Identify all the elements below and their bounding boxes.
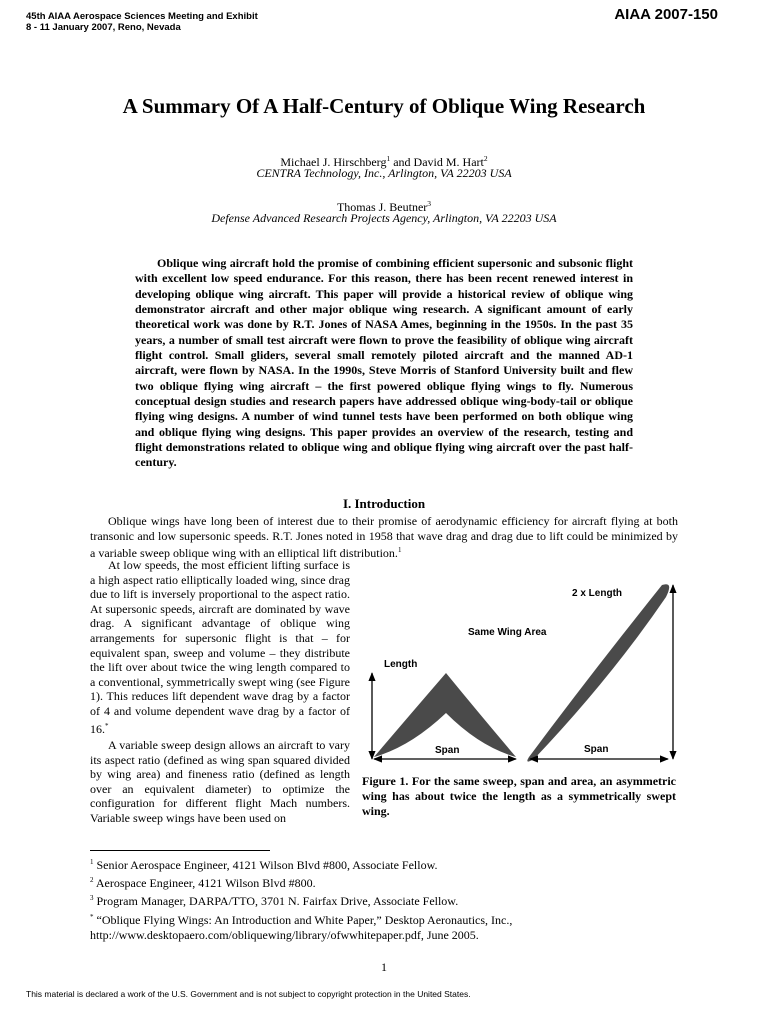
paragraph-text: At low speeds, the most efficient lifting surface is a high aspect ratio elliptically loaded wing, since drag due to lift is inversely proportional to the aspect ratio. At supersonic speeds, aircraft are dominated by wave drag. A significant advantage of oblique wing arrangements for supersonic flight is that – for equivalent span, sweep and volume – they distribute the lift over about twice the wing length compared to a conventional, symmetrically swept wing (see Figure 1). This reduces lift dependent wave drag by a factor of 4 and volume dependent wave drag by a factor of 16.	[90, 558, 350, 736]
footnote-text: Program Manager, DARPA/TTO, 3701 N. Fairfax Drive, Associate Fellow.	[93, 894, 459, 909]
oblique-wing-shape	[527, 584, 669, 761]
footnote-text: Aerospace Engineer, 4121 Wilson Blvd #800.	[93, 876, 316, 891]
length-label: Length	[384, 659, 418, 670]
abstract: Oblique wing aircraft hold the promise of combining efficient supersonic and subsonic flight with excellent low speed endurance. For this reason, there has been recent renewed interest in developing oblique wing aircraft. This paper will provide a historical review of oblique wing demonstrator aircraft and other major oblique wing research. A significant amount of early theoretical work was done by R.T. Jones of NASA Ames, beginning in the 1950s. In the past 35 years, a number of small test aircraft were flown to prove the feasibility of oblique wing aircraft flight control. Small gliders, several small remotely piloted aircraft and the manned AD-1 aircraft, were flown by NASA. In the 1990s, Steve Morris of Stanford University built and flew two oblique flying wing aircraft – the first powered oblique flying wings to fly. Numerous conceptual design studies and research papers have addressed oblique wing-body-tail or oblique flying wing designs. A number of wind tunnel tests have been performed on both oblique wing and oblique flying wing designs. This paper provides an overview of the research, testing and flight demonstrations related to oblique wing and oblique flying wing aircraft over the past half-century.	[135, 256, 633, 470]
footnote	[90, 873, 690, 891]
footnote-mark: *	[90, 912, 94, 921]
conference-dates: 8 - 11 January 2007, Reno, Nevada	[26, 22, 181, 33]
author-name: and David M. Hart	[390, 155, 484, 169]
span-label: Span	[584, 744, 609, 755]
wing-diagram	[362, 575, 692, 770]
footnote-text: “Oblique Flying Wings: An Introduction and White Paper,” Desktop Aeronautics, Inc., http://www.desktopaero.com/obliquewing/library/ofwwhitepaper.pdf, June 2005.	[90, 912, 513, 942]
footnote	[90, 910, 690, 943]
footnote-mark: 1	[90, 858, 94, 866]
intro-paragraph	[90, 514, 678, 561]
paper-id: AIAA 2007-150	[614, 6, 718, 23]
affiliation-1: CENTRA Technology, Inc., Arlington, VA 22203 USA	[256, 166, 512, 180]
page-number: 1	[381, 960, 387, 974]
span-label: Span	[435, 745, 460, 756]
footnote-mark: 2	[90, 876, 94, 885]
footnote	[90, 855, 690, 873]
author-name: Michael J. Hirschberg	[280, 155, 387, 169]
footnote-mark: 3	[90, 894, 94, 903]
paper-title: A Summary Of A Half-Century of Oblique Wing Research	[122, 94, 646, 118]
body-paragraph	[90, 558, 350, 736]
conference-header	[26, 11, 258, 33]
double-length-label: 2 x Length	[572, 588, 623, 599]
figure-1	[362, 575, 692, 770]
copyright-note: This material is declared a work of the U.S. Government and is not subject to copyright protection in the United States.	[26, 989, 471, 999]
footnote-text: Senior Aerospace Engineer, 4121 Wilson Blvd #800, Associate Fellow.	[93, 858, 438, 872]
citation-mark: 1	[397, 546, 402, 555]
citation-mark: *	[105, 721, 109, 730]
body-paragraph: A variable sweep design allows an aircraft to vary its aspect ratio (defined as wing span squared divided by wing area) and fineness ratio (defined as length over an equivalent diameter) to optimize the configuration for different flight Mach numbers. Variable sweep wings have been used on	[90, 738, 350, 825]
footnotes	[90, 855, 690, 943]
affiliation-2: Defense Advanced Research Projects Agency, Arlington, VA 22203 USA	[211, 211, 557, 225]
conference-name: 45th AIAA Aerospace Sciences Meeting and Exhibit	[26, 11, 258, 22]
paragraph-text: Oblique wings have long been of interest due to their promise of aerodynamic efficiency for aircraft flying at both transonic and low supersonic speeds. R.T. Jones noted in 1958 that wave drag and drag due to lift could be minimized by a variable sweep oblique wing with an elliptical lift distribution.	[90, 514, 678, 561]
author-footnote-mark: 3	[427, 199, 432, 208]
figure-caption: Figure 1. For the same sweep, span and area, an asymmetric wing has about twice the length as a symmetrically swept wing.	[362, 774, 676, 818]
author-name: Thomas J. Beutner	[336, 200, 428, 214]
author-footnote-mark: 1	[386, 154, 391, 163]
section-heading: I. Introduction	[342, 496, 426, 511]
same-area-label: Same Wing Area	[468, 627, 547, 638]
author-footnote-mark: 2	[483, 154, 488, 163]
footnote	[90, 891, 690, 909]
footnote-divider	[90, 850, 270, 851]
